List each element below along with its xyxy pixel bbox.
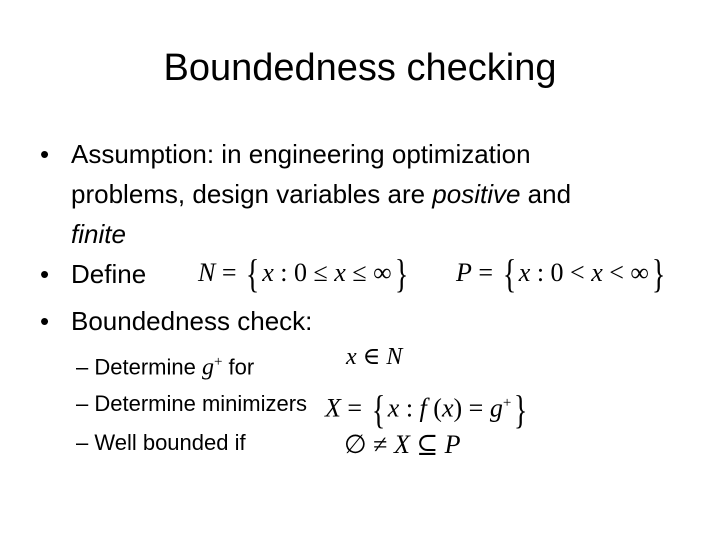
text-run: – Determine bbox=[76, 354, 202, 380]
symbol-x: x bbox=[334, 258, 346, 287]
symbol-g: g bbox=[489, 393, 503, 423]
bullet-boundedness-check-text: Boundedness check: bbox=[71, 306, 313, 336]
math-op: ⊆ bbox=[409, 430, 445, 459]
math-op: ∈ bbox=[356, 344, 387, 370]
emphasis-positive: positive bbox=[432, 179, 521, 209]
equation-x-set-definition bbox=[325, 386, 531, 432]
left-brace: { bbox=[245, 251, 260, 296]
equation-x-in-n bbox=[346, 340, 402, 374]
math-op: = bbox=[340, 393, 369, 423]
symbol-capital-x: X bbox=[393, 430, 410, 459]
text-run: for bbox=[222, 354, 255, 380]
symbol-p: P bbox=[456, 258, 472, 287]
math-op: ( bbox=[426, 393, 442, 423]
math-op: < ∞ bbox=[602, 258, 649, 287]
bullet-assumption-line1: Assumption: in engineering optimization bbox=[71, 139, 531, 169]
emphasis-finite: finite bbox=[71, 219, 126, 249]
bullet-assumption-text bbox=[71, 134, 571, 254]
math-op: ≤ ∞ bbox=[345, 258, 392, 287]
symbol-plus: + bbox=[502, 395, 512, 411]
bullet-assumption-line3 bbox=[71, 214, 571, 254]
symbol-n: N bbox=[198, 258, 216, 287]
symbol-p: P bbox=[444, 430, 461, 459]
left-brace: { bbox=[502, 251, 516, 296]
math-op: ) = bbox=[453, 393, 490, 423]
left-brace: { bbox=[371, 386, 385, 432]
bullet-marker: • bbox=[40, 259, 50, 289]
equation-p-definition bbox=[456, 251, 668, 296]
symbol-x: x bbox=[346, 344, 357, 370]
right-brace: } bbox=[651, 251, 666, 296]
bullet-assumption-line2 bbox=[71, 174, 571, 214]
symbol-capital-x: X bbox=[325, 393, 341, 423]
symbol-x: x bbox=[387, 393, 400, 423]
math-op: : bbox=[399, 393, 420, 423]
bullet-marker: • bbox=[40, 306, 50, 336]
equation-bounded-condition bbox=[344, 428, 461, 462]
math-op: = bbox=[215, 258, 244, 287]
bullet-marker: • bbox=[40, 139, 50, 169]
symbol-n: N bbox=[386, 344, 403, 370]
math-op: ≠ bbox=[366, 430, 394, 459]
symbol-x: x bbox=[441, 393, 454, 423]
symbol-x: x bbox=[518, 258, 531, 287]
slide-title: Boundedness checking bbox=[163, 47, 557, 89]
sub-item-determine-minimizers: – Determine minimizers bbox=[76, 391, 308, 416]
text-run: and bbox=[520, 179, 572, 209]
math-op: = bbox=[471, 258, 500, 287]
right-brace: } bbox=[394, 251, 408, 296]
equation-n-definition bbox=[198, 251, 411, 296]
symbol-x: x bbox=[591, 258, 603, 287]
math-op: : 0 ≤ bbox=[273, 258, 335, 287]
sub-item-well-bounded: – Well bounded if bbox=[76, 430, 246, 455]
text-run: problems, design variables are bbox=[71, 179, 433, 209]
symbol-x: x bbox=[262, 258, 274, 287]
symbol-g: g bbox=[201, 354, 214, 381]
symbol-plus: + bbox=[213, 354, 223, 370]
right-brace: } bbox=[514, 386, 528, 432]
math-op: : 0 < bbox=[530, 258, 592, 287]
symbol-empty-set: ∅ bbox=[344, 430, 367, 459]
sub-item-determine-g bbox=[76, 346, 254, 383]
symbol-f: f bbox=[419, 393, 427, 423]
bullet-define-text: Define bbox=[71, 259, 147, 289]
